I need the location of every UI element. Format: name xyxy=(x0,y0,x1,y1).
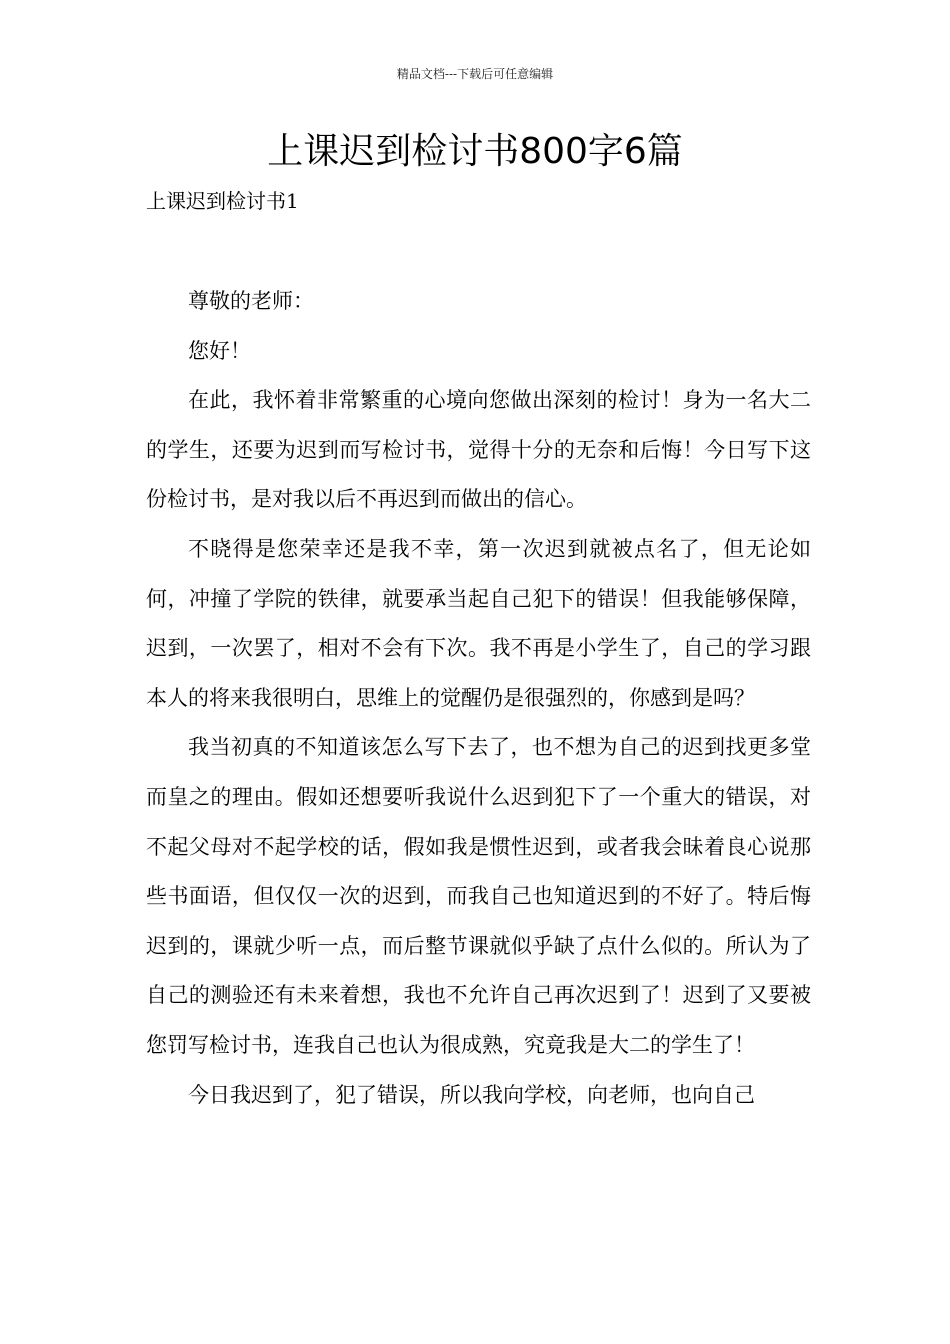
document-title: 上课迟到检讨书800字6篇 xyxy=(267,131,683,172)
header-note: 精品文档---下载后可任意编辑 xyxy=(396,67,554,81)
paragraph: 我当初真的不知道该怎么写下去了，也不想为自己的迟到找更多堂而皇之的理由。假如还想要听我说什么迟到犯下了一个重大的错误，对不起父母对不起学校的话，假如我是惯性迟到，或者我会昧着良心说那些书面语，但仅仅一次的迟到，而我自己也知道迟到的不好了。特后悔迟到的，课就少听一点，而后整节课就似乎缺了点什么似的。所认为了自己的测验还有未来着想，我也不允许自己再次迟到了！迟到了又要被您罚写检讨书，连我自己也认为很成熟，究竟我是大二的学生了！ xyxy=(146,735,811,1057)
document-body xyxy=(146,277,811,1120)
section-heading: 上课迟到检讨书1 xyxy=(146,189,299,213)
greeting: 您好！ xyxy=(188,338,251,363)
salutation: 尊敬的老师： xyxy=(188,289,314,313)
paragraph: 今日我迟到了，犯了错误，所以我向学校，向老师，也向自己 xyxy=(188,1082,755,1107)
paragraph: 不晓得是您荣幸还是我不幸，第一次迟到就被点名了，但无论如何，冲撞了学院的铁律，就要承当起自己犯下的错误！但我能够保障，迟到，一次罢了，相对不会有下次。我不再是小学生了，自己的学习跟本人的将来我很明白，思维上的觉醒仍是很强烈的，你感到是吗？ xyxy=(146,536,811,710)
paragraph: 在此，我怀着非常繁重的心境向您做出深刻的检讨！身为一名大二的学生，还要为迟到而写检讨书，觉得十分的无奈和后悔！今日写下这份检讨书，是对我以后不再迟到而做出的信心。 xyxy=(146,388,811,512)
